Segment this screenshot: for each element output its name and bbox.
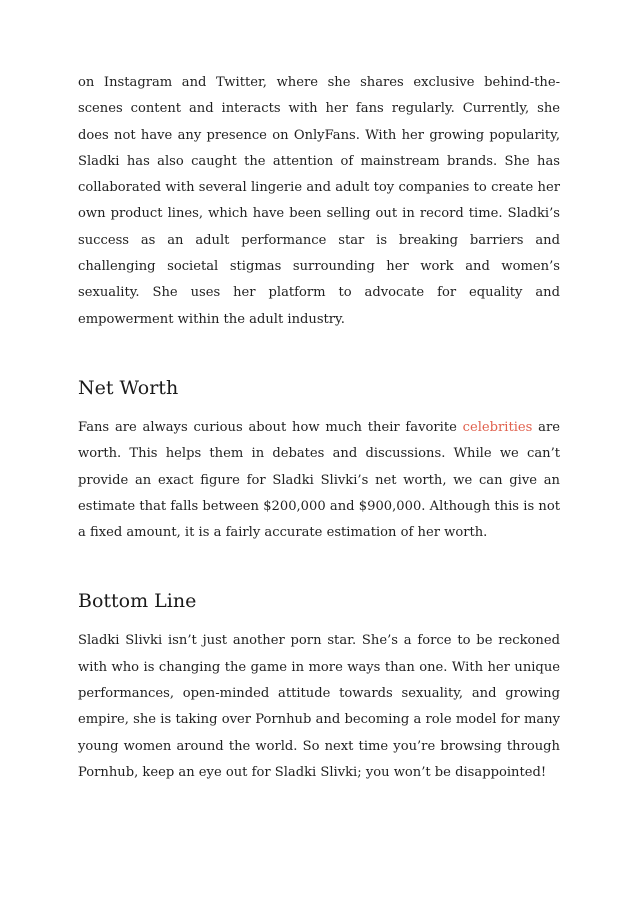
celebrities-link[interactable]: celebrities [462, 419, 533, 435]
bottom-line-paragraph: Sladki Slivki isn’t just another porn star. She’s a force to be reckoned with who is changing the game in more ways than one. With her unique performances, open-minded attitude towards sexuality, and growing empire, she is taking over Pornhub and becoming a role model for many young women around the world. So next time you’re browsing through Pornhub, keep an eye out for Sladki Slivki; you won’t be disappointed! [78, 633, 560, 780]
net-worth-heading: Net Worth [78, 376, 179, 399]
bottom-line-heading: Bottom Line [78, 590, 197, 613]
net-worth-text-after: are worth. This helps them in debates and discussions. While we can’t provide an exact figure for Sladki Slivki’s net worth, we can give an estimate that falls between $200,000 and $900,000. Although this is not a fixed amount, it is a fairly accurate estimation of her worth. [78, 419, 560, 541]
article-body [78, 70, 560, 786]
intro-paragraph: on Instagram and Twitter, where she shares exclusive behind-the-scenes content and interacts with her fans regularly. Currently, she does not have any presence on OnlyFans. With her growing popularity, Sladki has also caught the attention of mainstream brands. She has collaborated with several lingerie and adult toy companies to create her own product lines, which have been selling out in record time. Sladki’s success as an adult performance star is breaking barriers and challenging societal stigmas surrounding her work and women’s sexuality. She uses her platform to advocate for equality and empowerment within the adult industry. [78, 75, 560, 327]
net-worth-paragraph [78, 415, 560, 546]
net-worth-text-before: Fans are always curious about how much their favorite [78, 419, 463, 435]
